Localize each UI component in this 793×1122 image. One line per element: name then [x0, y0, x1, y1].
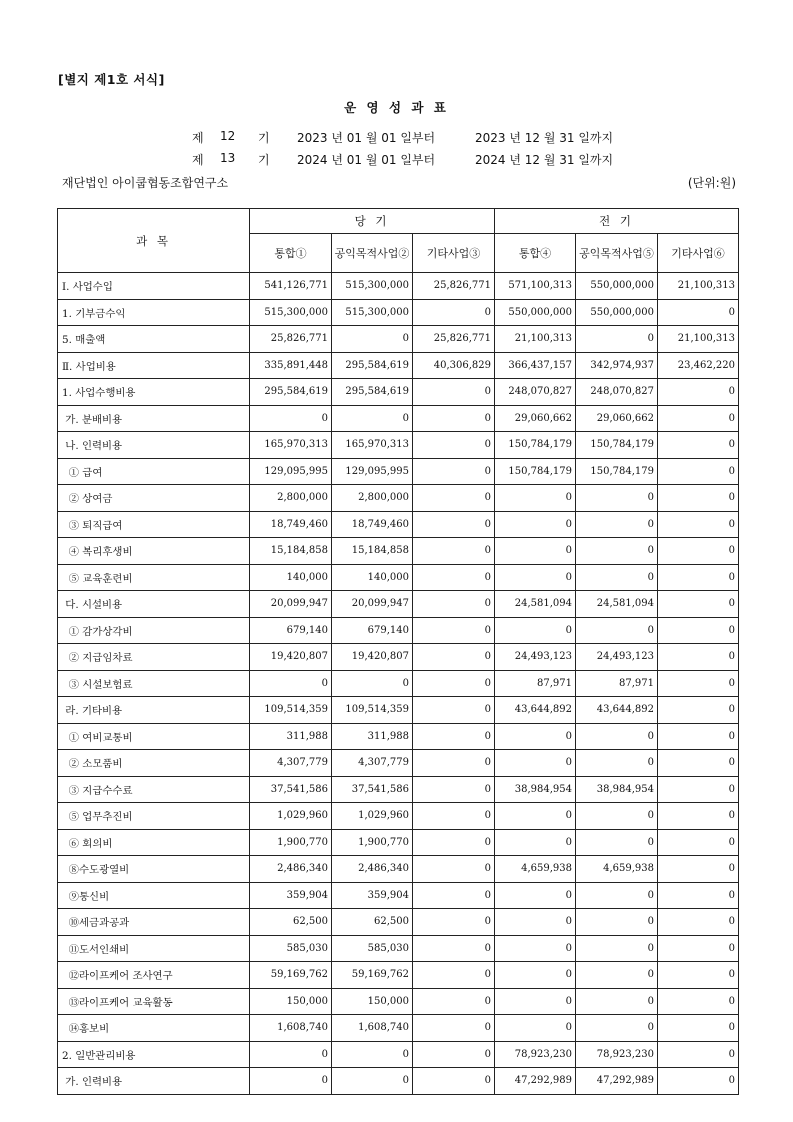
amount-cell: 585,030: [250, 935, 332, 962]
period-ordinal: 12: [220, 129, 236, 143]
amount-cell: 2,486,340: [250, 856, 332, 883]
table-row: [58, 644, 739, 671]
table-row: [58, 511, 739, 538]
account-name: 가. 인력비용: [58, 1068, 250, 1095]
amount-cell: 0: [495, 564, 576, 591]
amount-cell: 0: [332, 1068, 413, 1095]
amount-cell: 0: [332, 1041, 413, 1068]
amount-cell: 38,984,954: [576, 776, 658, 803]
amount-cell: 550,000,000: [495, 299, 576, 326]
table-row: [58, 829, 739, 856]
amount-cell: 2,486,340: [332, 856, 413, 883]
amount-cell: 0: [576, 935, 658, 962]
amount-cell: 0: [576, 1015, 658, 1042]
amount-cell: 366,437,157: [495, 352, 576, 379]
amount-cell: 515,300,000: [250, 299, 332, 326]
table-row: [58, 485, 739, 512]
amount-cell: 15,184,858: [250, 538, 332, 565]
amount-cell: 23,462,220: [658, 352, 739, 379]
amount-cell: 19,420,807: [250, 644, 332, 671]
account-name: ③ 퇴직급여: [58, 511, 250, 538]
account-name: ⑭홍보비: [58, 1015, 250, 1042]
amount-cell: 0: [658, 379, 739, 406]
amount-cell: 0: [658, 882, 739, 909]
account-name: 1. 기부금수익: [58, 299, 250, 326]
amount-cell: 4,659,938: [495, 856, 576, 883]
amount-cell: 129,095,995: [332, 458, 413, 485]
amount-cell: 165,970,313: [250, 432, 332, 459]
period-to: 2023 년 12 월 31 일까지: [475, 131, 614, 145]
amount-cell: 0: [413, 803, 495, 830]
account-name: ② 상여금: [58, 485, 250, 512]
amount-cell: 0: [658, 405, 739, 432]
amount-cell: 62,500: [250, 909, 332, 936]
amount-cell: 0: [658, 458, 739, 485]
amount-cell: 43,644,892: [576, 697, 658, 724]
amount-cell: 0: [413, 564, 495, 591]
amount-cell: 150,000: [250, 988, 332, 1015]
amount-cell: 0: [332, 326, 413, 353]
amount-cell: 0: [658, 564, 739, 591]
account-name: ① 여비교통비: [58, 723, 250, 750]
column-header: 통합④: [495, 234, 576, 273]
amount-cell: 21,100,313: [495, 326, 576, 353]
previous-period-header: 전 기: [495, 209, 739, 234]
amount-cell: 0: [576, 326, 658, 353]
table-row: [58, 299, 739, 326]
amount-cell: 0: [413, 1041, 495, 1068]
amount-cell: 0: [576, 511, 658, 538]
form-label: [별지 제1호 서식]: [58, 72, 165, 87]
amount-cell: 571,100,313: [495, 273, 576, 300]
table-row: [58, 935, 739, 962]
amount-cell: 0: [658, 723, 739, 750]
amount-cell: 0: [658, 776, 739, 803]
amount-cell: 150,784,179: [495, 458, 576, 485]
table-row: [58, 882, 739, 909]
amount-cell: 0: [576, 803, 658, 830]
period-ordinal-suffix: 기: [258, 153, 270, 167]
document-title: 운 영 성 과 표: [344, 100, 449, 115]
amount-cell: 585,030: [332, 935, 413, 962]
amount-cell: 0: [658, 670, 739, 697]
table-row: [58, 1068, 739, 1095]
account-name: ⑪도서인쇄비: [58, 935, 250, 962]
amount-cell: 29,060,662: [495, 405, 576, 432]
account-name: 가. 분배비용: [58, 405, 250, 432]
amount-cell: 359,904: [332, 882, 413, 909]
account-name: ③ 시설보험료: [58, 670, 250, 697]
amount-cell: 140,000: [250, 564, 332, 591]
amount-cell: 21,100,313: [658, 273, 739, 300]
table-row: [58, 750, 739, 777]
amount-cell: 1,608,740: [332, 1015, 413, 1042]
amount-cell: 15,184,858: [332, 538, 413, 565]
amount-cell: 0: [658, 617, 739, 644]
period-from: 2023 년 01 월 01 일부터: [297, 131, 436, 145]
amount-cell: 0: [413, 591, 495, 618]
amount-cell: 0: [576, 829, 658, 856]
account-name: 5. 매출액: [58, 326, 250, 353]
amount-cell: 18,749,460: [332, 511, 413, 538]
amount-cell: 4,307,779: [250, 750, 332, 777]
amount-cell: 0: [413, 485, 495, 512]
amount-cell: 0: [658, 644, 739, 671]
amount-cell: 0: [413, 1068, 495, 1095]
amount-cell: 0: [658, 856, 739, 883]
amount-cell: 37,541,586: [332, 776, 413, 803]
amount-cell: 0: [658, 988, 739, 1015]
amount-cell: 25,826,771: [413, 273, 495, 300]
amount-cell: 24,493,123: [576, 644, 658, 671]
amount-cell: 0: [658, 935, 739, 962]
column-header: 통합①: [250, 234, 332, 273]
table-row: [58, 909, 739, 936]
amount-cell: 24,493,123: [495, 644, 576, 671]
account-name: ② 지급임차료: [58, 644, 250, 671]
amount-cell: 0: [495, 829, 576, 856]
account-name: 1. 사업수행비용: [58, 379, 250, 406]
amount-cell: 359,904: [250, 882, 332, 909]
amount-cell: 78,923,230: [495, 1041, 576, 1068]
amount-cell: 0: [576, 750, 658, 777]
organization-name: 재단법인 아이쿱협동조합연구소: [62, 176, 229, 190]
amount-cell: 550,000,000: [576, 299, 658, 326]
amount-cell: 0: [413, 723, 495, 750]
amount-cell: 0: [413, 670, 495, 697]
amount-cell: 0: [576, 485, 658, 512]
amount-cell: 0: [576, 962, 658, 989]
amount-cell: 165,970,313: [332, 432, 413, 459]
amount-cell: 0: [495, 750, 576, 777]
amount-cell: 0: [413, 458, 495, 485]
amount-cell: 0: [658, 1041, 739, 1068]
amount-cell: 0: [658, 299, 739, 326]
amount-cell: 0: [413, 1015, 495, 1042]
table-row: [58, 856, 739, 883]
account-name: 다. 시설비용: [58, 591, 250, 618]
amount-cell: 295,584,619: [250, 379, 332, 406]
table-row: [58, 379, 739, 406]
amount-cell: 0: [495, 723, 576, 750]
amount-cell: 40,306,829: [413, 352, 495, 379]
table-row: [58, 962, 739, 989]
amount-cell: 550,000,000: [576, 273, 658, 300]
account-name: ⑩세금과공과: [58, 909, 250, 936]
amount-cell: 0: [413, 617, 495, 644]
amount-cell: 0: [495, 1015, 576, 1042]
account-name: ① 급여: [58, 458, 250, 485]
account-name: ④ 복리후생비: [58, 538, 250, 565]
period-to: 2024 년 12 월 31 일까지: [475, 153, 614, 167]
amount-cell: 20,099,947: [332, 591, 413, 618]
period-from: 2024 년 01 월 01 일부터: [297, 153, 436, 167]
account-name: Ⅱ. 사업비용: [58, 352, 250, 379]
amount-cell: 129,095,995: [250, 458, 332, 485]
amount-cell: 0: [576, 723, 658, 750]
amount-cell: 0: [658, 1068, 739, 1095]
amount-cell: 0: [658, 962, 739, 989]
amount-cell: 20,099,947: [250, 591, 332, 618]
amount-cell: 0: [250, 1041, 332, 1068]
table-body: [58, 273, 739, 1095]
amount-cell: 248,070,827: [495, 379, 576, 406]
amount-cell: 541,126,771: [250, 273, 332, 300]
amount-cell: 0: [658, 591, 739, 618]
amount-cell: 0: [658, 803, 739, 830]
amount-cell: 24,581,094: [576, 591, 658, 618]
unit-label: (단위:원): [687, 176, 736, 190]
amount-cell: 0: [413, 988, 495, 1015]
subject-header: 과 목: [58, 209, 250, 273]
account-name: ⑥ 회의비: [58, 829, 250, 856]
table-row: [58, 352, 739, 379]
table-row: [58, 432, 739, 459]
amount-cell: 0: [658, 829, 739, 856]
amount-cell: 109,514,359: [332, 697, 413, 724]
amount-cell: 47,292,989: [495, 1068, 576, 1095]
amount-cell: 0: [332, 670, 413, 697]
amount-cell: 21,100,313: [658, 326, 739, 353]
amount-cell: 87,971: [576, 670, 658, 697]
amount-cell: 25,826,771: [250, 326, 332, 353]
amount-cell: 342,974,937: [576, 352, 658, 379]
amount-cell: 47,292,989: [576, 1068, 658, 1095]
amount-cell: 1,900,770: [332, 829, 413, 856]
amount-cell: 0: [250, 670, 332, 697]
amount-cell: 335,891,448: [250, 352, 332, 379]
table-row: [58, 405, 739, 432]
amount-cell: 0: [495, 803, 576, 830]
amount-cell: 0: [658, 909, 739, 936]
amount-cell: 38,984,954: [495, 776, 576, 803]
table-row: [58, 273, 739, 300]
table-row: [58, 723, 739, 750]
amount-cell: 19,420,807: [332, 644, 413, 671]
amount-cell: 0: [250, 405, 332, 432]
amount-cell: 248,070,827: [576, 379, 658, 406]
amount-cell: 24,581,094: [495, 591, 576, 618]
amount-cell: 0: [413, 511, 495, 538]
period-ordinal: 13: [220, 151, 236, 165]
amount-cell: 150,784,179: [576, 458, 658, 485]
amount-cell: 0: [495, 962, 576, 989]
amount-cell: 43,644,892: [495, 697, 576, 724]
column-header: 기타사업⑥: [658, 234, 739, 273]
amount-cell: 0: [332, 405, 413, 432]
amount-cell: 0: [576, 538, 658, 565]
amount-cell: 515,300,000: [332, 273, 413, 300]
account-name: ② 소모품비: [58, 750, 250, 777]
amount-cell: 0: [413, 697, 495, 724]
account-name: 2. 일반관리비용: [58, 1041, 250, 1068]
operating-results-table: [57, 208, 739, 1095]
account-name: ⑤ 교육훈련비: [58, 564, 250, 591]
amount-cell: 0: [413, 750, 495, 777]
table-row: [58, 538, 739, 565]
column-header: 기타사업③: [413, 234, 495, 273]
table-row: [58, 591, 739, 618]
amount-cell: 0: [413, 299, 495, 326]
amount-cell: 0: [413, 935, 495, 962]
table-row: [58, 776, 739, 803]
table-row: [58, 803, 739, 830]
amount-cell: 0: [413, 962, 495, 989]
amount-cell: 78,923,230: [576, 1041, 658, 1068]
table-row: [58, 564, 739, 591]
amount-cell: 0: [658, 432, 739, 459]
amount-cell: 59,169,762: [332, 962, 413, 989]
table-row: [58, 458, 739, 485]
table-row: [58, 617, 739, 644]
amount-cell: 0: [413, 829, 495, 856]
amount-cell: 679,140: [250, 617, 332, 644]
account-name: 나. 인력비용: [58, 432, 250, 459]
amount-cell: 0: [413, 538, 495, 565]
amount-cell: 0: [413, 909, 495, 936]
amount-cell: 18,749,460: [250, 511, 332, 538]
amount-cell: 679,140: [332, 617, 413, 644]
amount-cell: 0: [495, 935, 576, 962]
amount-cell: 0: [495, 485, 576, 512]
amount-cell: 87,971: [495, 670, 576, 697]
amount-cell: 0: [576, 617, 658, 644]
amount-cell: 0: [658, 750, 739, 777]
amount-cell: 25,826,771: [413, 326, 495, 353]
amount-cell: 0: [576, 564, 658, 591]
amount-cell: 150,784,179: [576, 432, 658, 459]
amount-cell: 2,800,000: [250, 485, 332, 512]
amount-cell: 0: [495, 617, 576, 644]
table-row: [58, 326, 739, 353]
amount-cell: 1,029,960: [332, 803, 413, 830]
table-row: [58, 697, 739, 724]
account-name: ⑫라이프케어 조사연구: [58, 962, 250, 989]
amount-cell: 2,800,000: [332, 485, 413, 512]
amount-cell: 29,060,662: [576, 405, 658, 432]
amount-cell: 0: [495, 909, 576, 936]
amount-cell: 311,988: [250, 723, 332, 750]
amount-cell: 0: [413, 644, 495, 671]
amount-cell: 0: [576, 909, 658, 936]
amount-cell: 295,584,619: [332, 379, 413, 406]
amount-cell: 59,169,762: [250, 962, 332, 989]
table-row: [58, 988, 739, 1015]
table-row: [58, 1041, 739, 1068]
period-ordinal-suffix: 기: [258, 131, 270, 145]
amount-cell: 0: [658, 485, 739, 512]
account-name: ③ 지급수수료: [58, 776, 250, 803]
table-row: [58, 1015, 739, 1042]
amount-cell: 0: [413, 405, 495, 432]
amount-cell: 1,029,960: [250, 803, 332, 830]
amount-cell: 0: [576, 882, 658, 909]
account-name: ① 감가상각비: [58, 617, 250, 644]
amount-cell: 150,784,179: [495, 432, 576, 459]
amount-cell: 109,514,359: [250, 697, 332, 724]
account-name: ⑧수도광열비: [58, 856, 250, 883]
amount-cell: 295,584,619: [332, 352, 413, 379]
amount-cell: 150,000: [332, 988, 413, 1015]
amount-cell: 1,900,770: [250, 829, 332, 856]
amount-cell: 0: [413, 776, 495, 803]
account-name: 라. 기타비용: [58, 697, 250, 724]
amount-cell: 0: [413, 379, 495, 406]
period-ordinal-prefix: 제: [192, 153, 204, 167]
column-header: 공익목적사업②: [332, 234, 413, 273]
amount-cell: 0: [250, 1068, 332, 1095]
amount-cell: 0: [495, 882, 576, 909]
amount-cell: 0: [658, 538, 739, 565]
amount-cell: 62,500: [332, 909, 413, 936]
amount-cell: 140,000: [332, 564, 413, 591]
amount-cell: 0: [495, 988, 576, 1015]
account-name: ⑬라이프케어 교육활동: [58, 988, 250, 1015]
amount-cell: 0: [495, 511, 576, 538]
column-header: 공익목적사업⑤: [576, 234, 658, 273]
amount-cell: 0: [658, 697, 739, 724]
current-period-header: 당 기: [250, 209, 495, 234]
amount-cell: 0: [413, 432, 495, 459]
amount-cell: 0: [658, 511, 739, 538]
amount-cell: 0: [658, 1015, 739, 1042]
amount-cell: 311,988: [332, 723, 413, 750]
period-ordinal-prefix: 제: [192, 131, 204, 145]
amount-cell: 4,659,938: [576, 856, 658, 883]
amount-cell: 0: [413, 882, 495, 909]
amount-cell: 0: [413, 856, 495, 883]
account-name: ⑤ 업무추진비: [58, 803, 250, 830]
table-row: [58, 670, 739, 697]
amount-cell: 515,300,000: [332, 299, 413, 326]
amount-cell: 0: [495, 538, 576, 565]
account-name: Ⅰ. 사업수입: [58, 273, 250, 300]
amount-cell: 1,608,740: [250, 1015, 332, 1042]
amount-cell: 0: [576, 988, 658, 1015]
account-name: ⑨통신비: [58, 882, 250, 909]
amount-cell: 37,541,586: [250, 776, 332, 803]
amount-cell: 4,307,779: [332, 750, 413, 777]
